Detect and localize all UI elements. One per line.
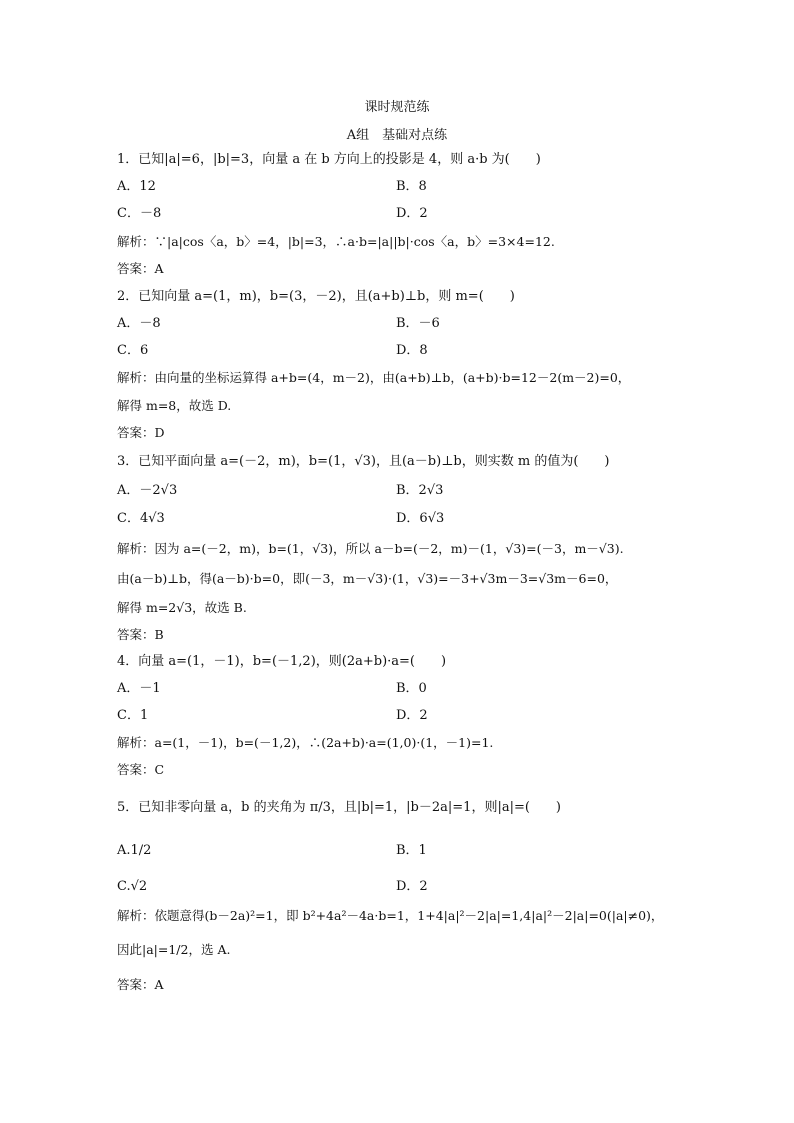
problem-2-option-d: D．8 [396, 343, 428, 358]
problem-4-option-a: A．－1 [117, 681, 161, 696]
problem-1-option-a: A．12 [117, 179, 156, 194]
problem-2-answer: 答案：D [117, 425, 165, 440]
problem-4-answer: 答案：C [117, 762, 165, 777]
problem-4-stem: 4．向量 a=(1，－1)，b=(－1,2)，则(2a+b)·a=( ) [117, 654, 447, 669]
problem-5-option-a: A.1/2 [117, 843, 152, 858]
problem-5-stem: 5．已知非零向量 a，b 的夹角为 π/3，且|b|=1，|b－2a|=1，则|a|=( ) [117, 800, 561, 815]
problem-4-option-c: C．1 [117, 708, 149, 723]
problem-5-option-c: C.√2 [117, 879, 148, 894]
problem-1-answer: 答案：A [117, 261, 164, 276]
problem-2-stem: 2．已知向量 a=(1，m)，b=(3，－2)，且(a+b)⊥b，则 m=( ) [117, 289, 515, 304]
problem-3-option-a: A．－2√3 [117, 483, 178, 498]
problem-3-option-b: B．2√3 [396, 483, 444, 498]
page-title: 课时规范练 [364, 100, 430, 115]
problem-2-option-c: C．6 [117, 343, 149, 358]
problem-2-solution-line-1: 解析：由向量的坐标运算得 a+b=(4，m－2)，由(a+b)⊥b，(a+b)·b=12－2(m－2)=0， [117, 370, 631, 385]
problem-5-solution-line-2: 因此|a|=1/2，选 A. [117, 942, 231, 957]
problem-5-solution-line-1: 解析：依题意得(b－2a)²=1，即 b²+4a²－4a·b=1，1+4|a|²－2|a|=1,4|a|²－2|a|=0(|a|≠0)， [117, 908, 664, 923]
problem-4-solution: 解析：a=(1，－1)，b=(－1,2)，∴(2a+b)·a=(1,0)·(1，－1)=1. [117, 735, 494, 750]
problem-3-solution-line-1: 解析：因为 a=(－2，m)，b=(1，√3)，所以 a－b=(－2，m)－(1，√3)=(－3，m－√3). [117, 541, 624, 556]
problem-3-stem: 3．已知平面向量 a=(－2，m)，b=(1，√3)，且(a－b)⊥b，则实数 m 的值为( ) [117, 454, 610, 469]
problem-3-solution-line-2: 由(a－b)⊥b，得(a－b)·b=0，即(－3，m－√3)·(1，√3)=－3+√3m－3=√3m－6=0， [117, 571, 618, 586]
problem-3-option-d: D．6√3 [396, 511, 445, 526]
problem-1-option-d: D．2 [396, 206, 428, 221]
problem-1-stem: 1．已知|a|=6，|b|=3，向量 a 在 b 方向上的投影是 4，则 a·b 为( ) [117, 152, 541, 167]
problem-4-option-b: B．0 [396, 681, 427, 696]
problem-5-option-b: B．1 [396, 843, 427, 858]
problem-3-answer: 答案：B [117, 627, 164, 642]
problem-3-solution-line-3: 解得 m=2√3，故选 B. [117, 600, 247, 615]
problem-3-option-c: C．4√3 [117, 511, 165, 526]
problem-5-answer: 答案：A [117, 977, 164, 992]
problem-1-option-c: C．－8 [117, 206, 162, 221]
problem-2-option-b: B．－6 [396, 316, 440, 331]
problem-2-solution-line-2: 解得 m=8，故选 D. [117, 398, 232, 413]
problem-4-option-d: D．2 [396, 708, 428, 723]
problem-1-solution: 解析：∵|a|cos〈a，b〉=4，|b|=3，∴a·b=|a||b|·cos〈a，b〉=3×4=12. [117, 234, 555, 249]
problem-5-option-d: D．2 [396, 879, 428, 894]
problem-1-option-b: B．8 [396, 179, 427, 194]
section-subtitle: A组 基础对点练 [346, 128, 448, 143]
problem-2-option-a: A．－8 [117, 316, 161, 331]
